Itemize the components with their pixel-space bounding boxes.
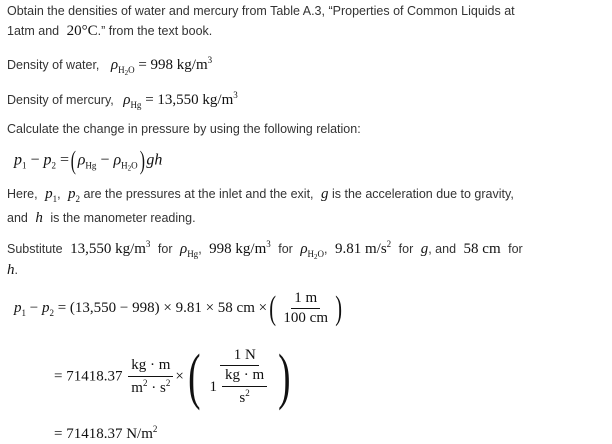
p-symbol: p: [68, 186, 76, 202]
rho-hg: [180, 241, 198, 257]
unit-fraction: [128, 357, 173, 397]
relation-intro: [7, 122, 361, 136]
sub-h: H: [118, 65, 125, 75]
intro-line-2: [7, 23, 212, 40]
intro-text-2b: .” from the text book.: [97, 24, 213, 38]
left-paren: (: [70, 146, 76, 175]
exp-3: 3: [145, 239, 151, 249]
sub-o: O: [128, 65, 135, 75]
rho-symbol: ρ: [77, 151, 86, 169]
here-line-2: [7, 210, 196, 227]
g-symbol: g: [321, 186, 329, 202]
calc-2-lead: = 71418.37: [54, 368, 123, 385]
rho-symbol: ρ: [300, 241, 308, 257]
right-paren: ): [335, 289, 343, 327]
and-text: , and: [428, 242, 457, 256]
rho-symbol: ρ: [110, 57, 119, 73]
den-m: m: [131, 379, 143, 396]
sub-2: 2: [49, 308, 54, 319]
den-s: · s: [147, 379, 166, 396]
value-3: 9.81 m/s: [334, 241, 387, 257]
inner-numerator: kg · m: [222, 367, 267, 386]
relation-intro-text: Calculate the change in pressure by using the following relation:: [7, 122, 361, 136]
pressure-relation: [14, 148, 162, 174]
sub-2: 2: [51, 160, 57, 171]
fraction-numerator: 1 m: [291, 290, 320, 309]
sub-2: 2: [75, 194, 81, 204]
sub-hg: Hg: [187, 249, 199, 259]
comma: ,: [198, 242, 202, 256]
water-density-label: Density of water,: [7, 58, 100, 72]
sub-value-1: [70, 241, 150, 257]
here-text-c: is the acceleration due to gravity,: [331, 187, 514, 201]
mercury-density-line: [7, 90, 238, 110]
rho-h2o: [300, 241, 325, 261]
value-2: 998 kg/m: [209, 241, 267, 257]
p-symbol: p: [14, 151, 22, 169]
den-exp: 2: [142, 377, 148, 388]
p1-symbol: [45, 186, 57, 202]
gh-symbol: gh: [146, 151, 163, 169]
water-density-value: = 998 kg/m: [138, 57, 208, 73]
sub-h: H: [307, 249, 315, 259]
inner-denominator: [236, 387, 252, 407]
unit-numerator: kg · m: [128, 357, 173, 376]
sub-1: 1: [21, 308, 26, 319]
sub-hg: Hg: [130, 100, 142, 110]
intro-text-2a: 1atm and: [7, 24, 60, 38]
sub-2: 2: [124, 69, 129, 77]
here-line: [7, 186, 514, 204]
minus-sign: −: [100, 151, 110, 169]
intro-line-1: [7, 4, 515, 18]
equals-sign: =: [60, 151, 70, 169]
right-paren: ): [278, 343, 291, 411]
sub-h: H: [121, 160, 128, 171]
mercury-density-exp: 3: [233, 90, 238, 100]
den-exp-2: 2: [165, 377, 171, 388]
times-sign: ×: [175, 368, 184, 385]
comma: ,: [57, 187, 61, 201]
p-symbol: p: [14, 300, 22, 317]
minus-sign: −: [30, 151, 40, 169]
sub-value-3: [335, 241, 391, 257]
temperature: 20°C: [66, 23, 98, 39]
rho-symbol: ρ: [113, 151, 122, 169]
g-symbol: g: [420, 241, 429, 257]
rho-symbol: ρ: [179, 241, 188, 257]
period: .: [14, 263, 18, 277]
for-text: for: [278, 242, 293, 256]
sub-value-4: 58 cm: [463, 241, 501, 257]
substitute-line-2: [7, 262, 18, 279]
calc-step-3: [54, 424, 157, 443]
unit-denominator: [128, 377, 173, 397]
calc-3-exp: 2: [152, 424, 158, 434]
for-text: for: [398, 242, 414, 256]
left-paren: (: [269, 289, 277, 327]
inner-exp: 2: [245, 387, 250, 398]
value-1: 13,550 kg/m: [70, 241, 146, 257]
for-text: for: [508, 242, 523, 256]
mercury-density-label: Density of mercury,: [7, 93, 114, 107]
water-density-exp: 3: [207, 55, 213, 65]
sub-o: O: [317, 249, 325, 259]
sub-2: 2: [127, 164, 132, 173]
sub-2: 2: [314, 253, 318, 261]
sub-1: 1: [52, 194, 58, 204]
fraction-m-cm: [280, 290, 331, 328]
exp-2: 2: [386, 239, 392, 249]
here-text-b: are the pressures at the inlet and the exit,: [83, 187, 314, 201]
newton-denominator: [207, 366, 273, 407]
fraction-denominator: 100 cm: [283, 310, 328, 327]
calc-1-expression: = (13,550 − 998) × 9.81 × 58 cm ×: [57, 300, 268, 317]
mercury-density-eq: [123, 92, 238, 108]
h-symbol: h: [7, 262, 15, 278]
mercury-density-value: = 13,550 kg/m: [145, 92, 234, 108]
rho-symbol: ρ: [123, 92, 131, 108]
here-text-a: Here,: [7, 187, 38, 201]
sub-value-2: [209, 241, 271, 257]
calc-3-result: = 71418.37 N/m: [54, 426, 153, 442]
left-paren: (: [187, 343, 201, 411]
exp-3: 3: [266, 239, 271, 249]
newton-fraction: [207, 347, 273, 407]
right-paren: ): [139, 146, 145, 175]
for-text: for: [157, 242, 173, 256]
comma: ,: [324, 242, 328, 256]
inner-fraction: [222, 367, 267, 407]
sub-1: 1: [22, 160, 27, 171]
here-text-d: and: [7, 211, 28, 225]
p-symbol: p: [43, 151, 52, 169]
substitute-line: [7, 239, 523, 261]
one: 1: [209, 378, 218, 395]
sub-hg: Hg: [85, 160, 97, 171]
h-symbol: h: [35, 210, 43, 226]
inner-s: s: [239, 389, 246, 406]
minus-sign: −: [29, 300, 39, 317]
p2-symbol: [68, 186, 80, 202]
water-density-eq: [110, 55, 213, 77]
p-symbol: p: [45, 186, 53, 202]
calc-step-1: [14, 290, 344, 328]
water-density-line: [7, 55, 212, 77]
newton-numerator: 1 N: [220, 347, 259, 366]
here-text-e: is the manometer reading.: [50, 211, 196, 225]
intro-text-1: Obtain the densities of water and mercury from Table A.3, “Properties of Common Liquids at: [7, 4, 515, 18]
p-symbol: p: [41, 300, 50, 317]
substitute-text: Substitute: [7, 242, 63, 256]
sub-o: O: [131, 160, 138, 171]
calc-step-2: [54, 343, 295, 411]
